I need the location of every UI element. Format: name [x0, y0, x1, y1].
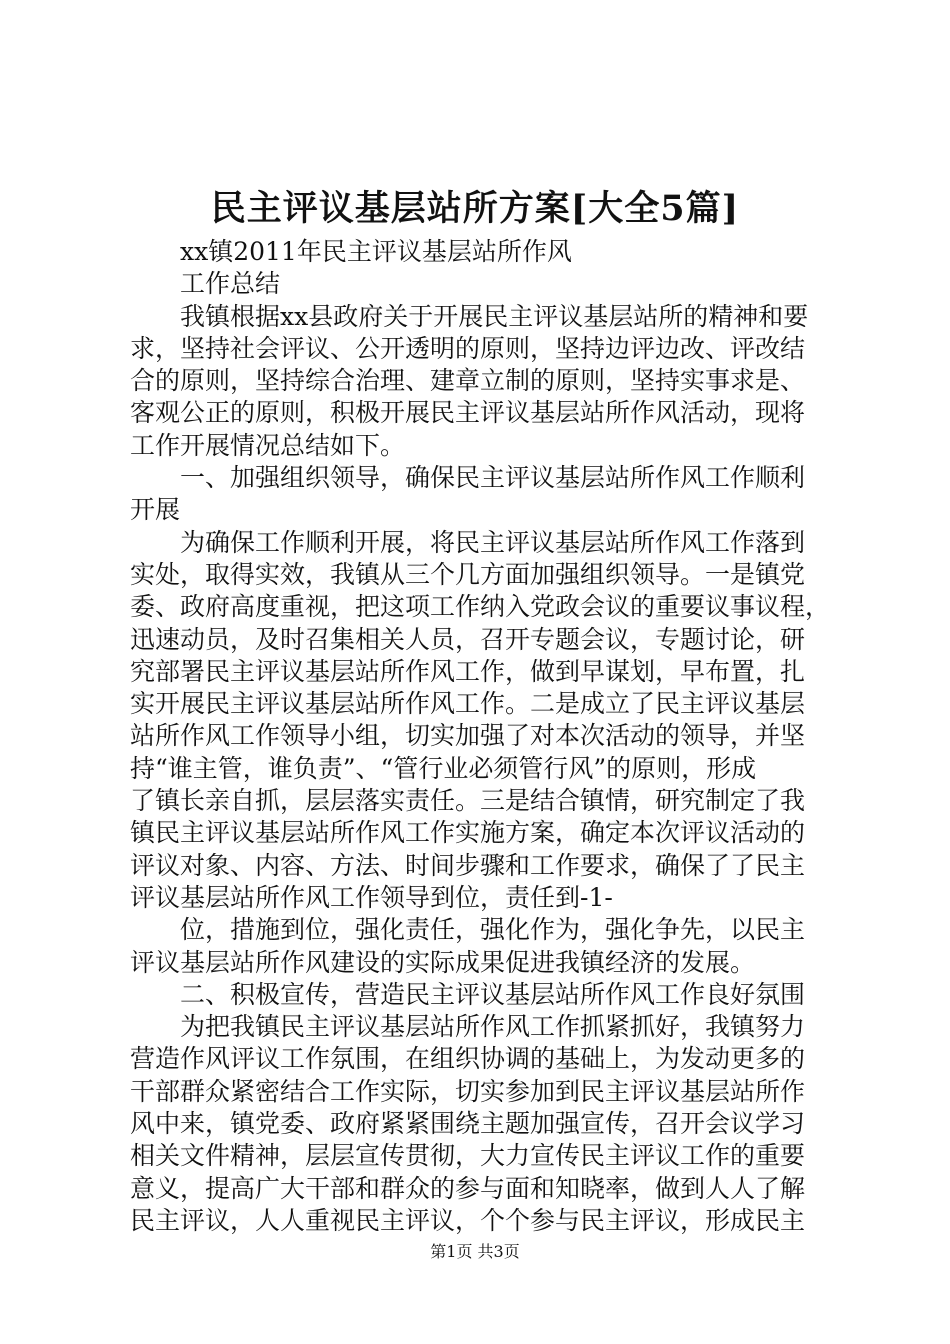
- text-line: 求，坚持社会评议、公开透明的原则，坚持边评边改、评改结: [130, 333, 806, 363]
- text-line: 工作开展情况总结如下。: [130, 430, 406, 460]
- text-line: 营造作风评议工作氛围，在组织协调的基础上，为发动更多的: [130, 1044, 806, 1074]
- text-line: 究部署民主评议基层站所作风工作，做到早谋划，早布置，扎: [130, 656, 806, 686]
- text-line: 开展: [130, 495, 181, 525]
- text-line: 工作总结: [180, 269, 281, 299]
- text-line: 评议基层站所作风工作领导到位，责任到-1-: [130, 882, 613, 912]
- text-line: 我镇根据xx县政府关于开展民主评议基层站所的精神和要: [180, 301, 809, 331]
- text-line: 位，措施到位，强化责任，强化作为，强化争先，以民主: [180, 915, 806, 945]
- text-line: 合的原则，坚持综合治理、建章立制的原则，坚持实事求是、: [130, 366, 806, 396]
- text-line: 意义，提高广大干部和群众的参与面和知晓率，做到人人了解: [130, 1173, 806, 1203]
- text-line: 一、加强组织领导，确保民主评议基层站所作风工作顺利: [180, 463, 806, 493]
- text-line: 镇民主评议基层站所作风工作实施方案，确定本次评议活动的: [130, 818, 806, 848]
- text-line: 风中来，镇党委、政府紧紧围绕主题加强宣传，召开会议学习: [130, 1109, 806, 1139]
- text-line: 迅速动员，及时召集相关人员，召开专题会议，专题讨论，研: [130, 624, 806, 654]
- text-line: 了镇长亲自抓，层层落实责任。三是结合镇情，研究制定了我: [130, 786, 806, 816]
- page-footer: 第1页 共3页: [430, 1242, 520, 1261]
- text-line: 为把我镇民主评议基层站所作风工作抓紧抓好，我镇努力: [180, 1012, 806, 1042]
- text-line: 二、积极宣传，营造民主评议基层站所作风工作良好氛围: [180, 979, 806, 1009]
- text-line: 站所作风工作领导小组，切实加强了对本次活动的领导，并坚: [130, 721, 806, 751]
- text-line: 民主评议，人人重视民主评议，个个参与民主评议，形成民主: [130, 1205, 806, 1235]
- text-line: 评议基层站所作风建设的实际成果促进我镇经济的发展。: [130, 947, 756, 977]
- text-line: 持“谁主管，谁负责”、“管行业必须管行风”的原则，形成: [130, 753, 757, 783]
- document-body: [130, 236, 830, 1237]
- text-line: 实处，取得实效，我镇从三个几方面加强组织领导。一是镇党: [130, 559, 806, 589]
- text-line: 为确保工作顺利开展，将民主评议基层站所作风工作落到: [180, 527, 806, 557]
- text-line: 实开展民主评议基层站所作风工作。二是成立了民主评议基层: [130, 689, 806, 719]
- text-line: 客观公正的原则，积极开展民主评议基层站所作风活动，现将: [130, 398, 806, 428]
- text-line: 相关文件精神，层层宣传贯彻，大力宣传民主评议工作的重要: [130, 1141, 806, 1171]
- text-line: 评议对象、内容、方法、时间步骤和工作要求，确保了了民主: [130, 850, 806, 880]
- document-title: 民主评议基层站所方案[大全5篇]: [210, 188, 740, 229]
- text-line: 委、政府高度重视，把这项工作纳入党政会议的重要议事议程，: [130, 592, 831, 622]
- text-line: xx镇2011年民主评议基层站所作风: [180, 237, 572, 266]
- text-line: 干部群众紧密结合工作实际，切实参加到民主评议基层站所作: [130, 1076, 806, 1106]
